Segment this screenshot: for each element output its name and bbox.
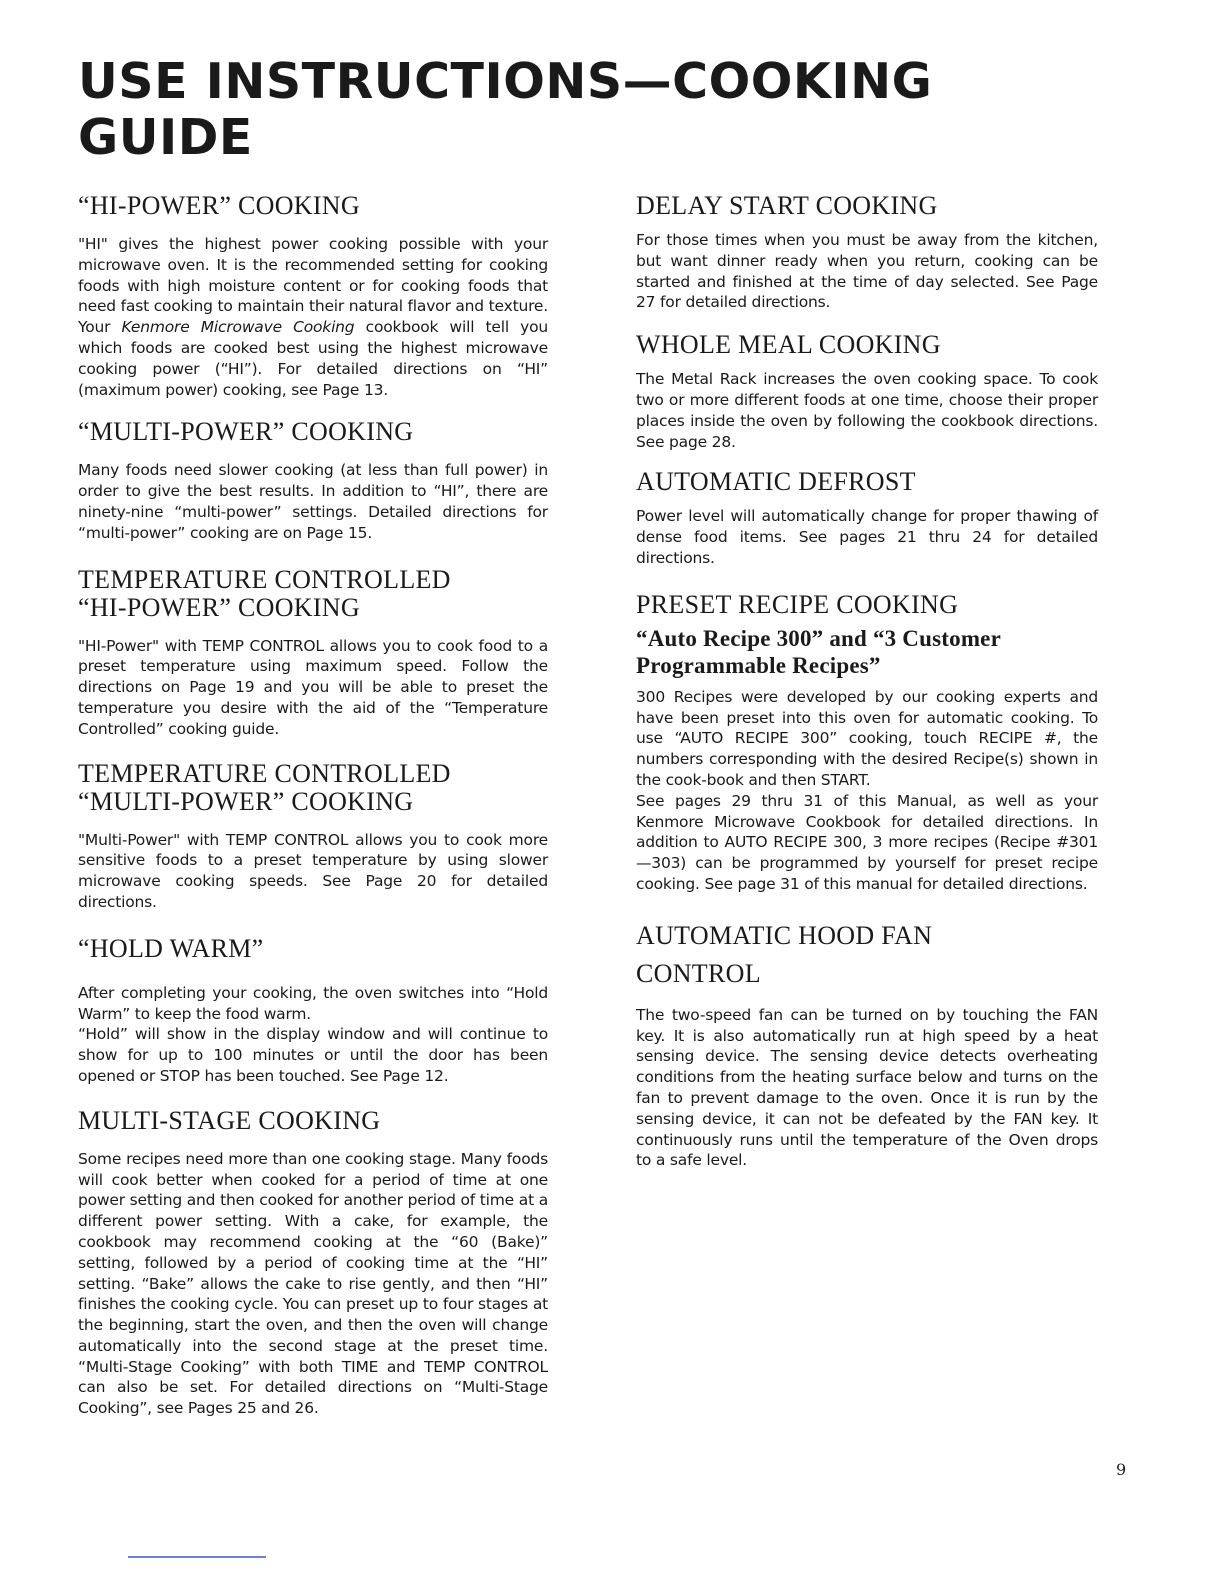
section-heading	[78, 760, 548, 816]
page-number: 9	[1116, 1460, 1127, 1479]
right-column	[636, 192, 1098, 1171]
section-body: See pages 29 thru 31 of this Manual, as well as your Kenmore Microwave Cookbook for detailed directions. In addition to AUTO RECIPE 300, 3 more recipes (Recipe #301—303) can be programmed by yourself for preset recipe cooking. See page 31 of this manual for detailed directions.	[636, 791, 1098, 893]
section-heading: “MULTI-POWER” COOKING	[78, 417, 414, 447]
section-whole-meal	[636, 331, 1098, 452]
heading-line: “HI-POWER” COOKING	[78, 592, 360, 622]
footer-rule	[128, 1556, 266, 1558]
section-heading: PRESET RECIPE COOKING	[636, 589, 959, 619]
section-multi-stage	[78, 1107, 548, 1419]
section-temp-multi-power	[78, 760, 548, 913]
section-heading: WHOLE MEAL COOKING	[636, 330, 941, 360]
page-title-line2: GUIDE	[78, 109, 253, 166]
section-body: “Hold” will show in the display window and will continue to show for up to 100 minutes or until the door has been opened or STOP has been touched. See Page 12.	[78, 1025, 548, 1085]
body-text: cookbook will tell you which foods are cooked best using the highest microwave cooking power (“HI”). For detailed directions on “HI” (maximum power) cooking, see Page 13.	[78, 318, 549, 399]
section-heading	[636, 917, 1098, 993]
page-title-line1: USE INSTRUCTIONS—COOKING	[78, 53, 933, 110]
section-hi-power	[78, 192, 548, 400]
section-delay-start	[636, 192, 1098, 313]
cookbook-title: Kenmore Microwave Cooking	[121, 318, 355, 337]
heading-line: TEMPERATURE CONTROLLED	[78, 758, 451, 788]
section-subheading: “Auto Recipe 300” and “3 Customer Programmable Recipes”	[636, 625, 1001, 678]
section-hold-warm	[78, 935, 548, 1087]
section-body: "HI-Power" with TEMP CONTROL allows you to cook food to a preset temperature using maximum speed. Follow the directions on Page 19 and you will be able to preset the temperature you desire with the aid of the “Temperature Controlled” cooking guide.	[78, 636, 548, 738]
section-auto-defrost	[636, 468, 1098, 568]
heading-line: “MULTI-POWER” COOKING	[78, 786, 414, 816]
page-title	[78, 54, 1078, 166]
section-body: Many foods need slower cooking (at less than full power) in order to give the best results. In addition to “HI”, there are ninety-nine “multi-power” settings. Detailed directions for “multi-power” cooking are on Page 15.	[78, 461, 548, 542]
section-multi-power	[78, 418, 548, 543]
heading-line: AUTOMATIC HOOD FAN	[636, 920, 933, 950]
section-preset-recipe	[636, 591, 1098, 895]
section-body: After completing your cooking, the oven switches into “Hold Warm” to keep the food warm.	[78, 983, 548, 1023]
section-heading: AUTOMATIC DEFROST	[636, 467, 916, 497]
section-heading	[78, 566, 548, 622]
section-body	[78, 234, 548, 400]
section-temp-hi-power	[78, 566, 548, 740]
section-body: Some recipes need more than one cooking stage. Many foods will cook better when cooked for a period of time at one power setting and then cooked for another period of time at a different power setting. With a cake, for example, the cookbook may recommend cooking at the “60 (Bake)” setting, followed by a period of cooking time at the “HI” setting. “Bake” allows the cake to rise gently, and then “HI” finishes the cooking cycle. You can preset up to four stages at the beginning, start the oven, and then the oven will change automatically into the second stage at the preset time. “Multi-Stage Cooking” with both TIME and TEMP CONTROL can also be set. For detailed directions on “Multi-Stage Cooking”, see Pages 25 and 26.	[78, 1149, 548, 1418]
section-heading: DELAY START COOKING	[636, 191, 938, 220]
section-body: Power level will automatically change for proper thawing of dense food items. See pages 21 thru 24 for detailed directions.	[636, 507, 1098, 567]
section-heading: “HI-POWER” COOKING	[78, 191, 360, 220]
section-heading: “HOLD WARM”	[78, 933, 264, 963]
section-hood-fan	[636, 917, 1098, 1171]
section-heading: MULTI-STAGE COOKING	[78, 1105, 381, 1135]
section-body: "Multi-Power" with TEMP CONTROL allows you to cook more sensitive foods to a preset temperature by using slower microwave cooking speeds. See Page 20 for detailed directions.	[78, 830, 548, 911]
heading-line: TEMPERATURE CONTROLLED	[78, 564, 451, 594]
left-column	[78, 192, 548, 1419]
section-body: The two-speed fan can be turned on by touching the FAN key. It is also automatically run at high speed by a heat sensing device. The sensing device detects overheating conditions from the heating surface below and turns on the fan to prevent damage to the oven. Once it is run by the sensing device, it can not be defeated by the FAN key. It continuously runs until the temperature of the Oven drops to a safe level.	[636, 1005, 1098, 1170]
heading-line: CONTROL	[636, 958, 761, 988]
section-body: For those times when you must be away from the kitchen, but want dinner ready when you return, cooking can be started and finished at the time of day selected. See Page 27 for detailed directions.	[636, 231, 1098, 312]
section-body: The Metal Rack increases the oven cooking space. To cook two or more different foods at one time, choose their proper places inside the oven by following the cookbook directions. See page 28.	[636, 370, 1098, 451]
section-body: 300 Recipes were developed by our cooking experts and have been preset into this oven for automatic cooking. To use “AUTO RECIPE 300” cooking, touch RECIPE #, the numbers corresponding with the desired Recipe(s) shown in the cook-book and then START.	[636, 687, 1098, 789]
body-text: "HI" gives the highest power cooking possible with your microwave oven. It is the recommended setting for cooking foods with high moisture content or for cooking foods that need fast cooking to maintain their natural flavor and texture. Your	[78, 235, 548, 337]
